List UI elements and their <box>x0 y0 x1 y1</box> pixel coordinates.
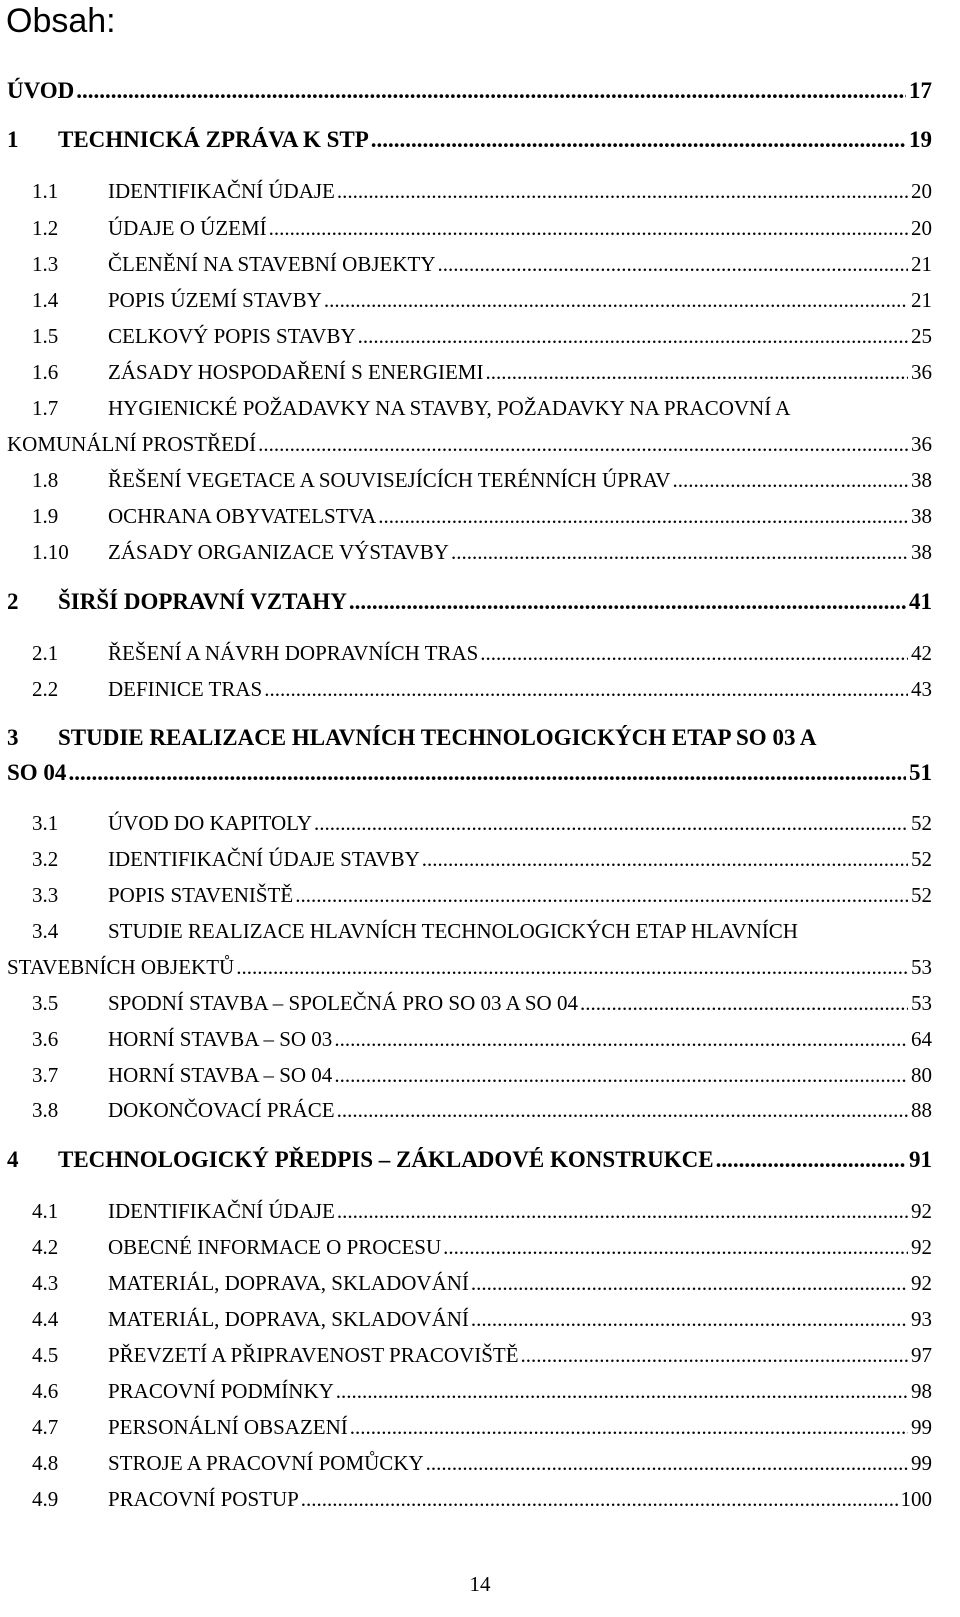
toc-number: 1.7 <box>32 396 59 420</box>
toc-number: 3.3 <box>32 883 59 907</box>
toc-number: 4.6 <box>32 1379 59 1403</box>
toc-number: 4.3 <box>32 1271 59 1295</box>
toc-leader-dots <box>301 1486 898 1512</box>
page-title: Obsah: <box>6 2 116 40</box>
toc-page: 51 <box>909 760 932 785</box>
toc-page: 99 <box>911 1451 932 1475</box>
toc-leader-dots <box>269 215 908 241</box>
toc-number: 1.3 <box>32 252 59 276</box>
toc-number: 1.1 <box>32 179 59 203</box>
toc-number: 3.8 <box>32 1098 59 1122</box>
toc-page: 99 <box>911 1415 932 1439</box>
toc-page: 64 <box>911 1027 932 1051</box>
toc-leader-dots <box>334 1062 908 1088</box>
toc-label: ČLENĚNÍ NA STAVEBNÍ OBJEKTY <box>108 252 436 276</box>
toc-label: IDENTIFIKAČNÍ ÚDAJE <box>108 1199 335 1223</box>
toc-leader-dots <box>236 954 908 980</box>
toc-page: 92 <box>911 1235 932 1259</box>
toc-label-continuation: STAVEBNÍCH OBJEKTŮ <box>7 955 235 979</box>
toc-leader-dots <box>521 1342 908 1368</box>
toc-page: 36 <box>911 360 932 384</box>
toc-number: 4.1 <box>32 1199 59 1223</box>
toc-page: 88 <box>911 1098 932 1122</box>
toc-label: HORNÍ STAVBA – SO 04 <box>108 1063 333 1087</box>
toc-number: 2.2 <box>32 677 59 701</box>
toc-page: 53 <box>911 955 932 979</box>
toc-page: 36 <box>911 432 932 456</box>
toc-label: ÚVOD DO KAPITOLY <box>108 811 313 835</box>
toc-label-continuation: SO 04 <box>7 760 67 785</box>
toc-page: 97 <box>911 1343 932 1367</box>
toc-label: MATERIÁL, DOPRAVA, SKLADOVÁNÍ <box>108 1271 469 1295</box>
toc-leader-dots <box>258 431 908 457</box>
toc-leader-dots <box>324 287 908 313</box>
toc-page: 38 <box>911 468 932 492</box>
toc-label: ZÁSADY HOSPODAŘENÍ S ENERGIEMI <box>108 360 484 384</box>
toc-label: HYGIENICKÉ POŽADAVKY NA STAVBY, POŽADAVKY NA PRACOVNÍ A <box>108 396 791 420</box>
toc-leader-dots <box>337 1198 908 1224</box>
toc-label: SPODNÍ STAVBA – SPOLEČNÁ PRO SO 03 A SO 04 <box>108 991 578 1015</box>
toc-leader-dots <box>378 503 908 529</box>
toc-leader-dots <box>337 1097 908 1123</box>
toc-page: 93 <box>911 1307 932 1331</box>
toc-label: STUDIE REALIZACE HLAVNÍCH TECHNOLOGICKÝCH ETAP HLAVNÍCH <box>108 919 798 943</box>
toc-leader-dots <box>471 1306 908 1332</box>
toc-number: 4.9 <box>32 1487 59 1511</box>
toc-leader-dots <box>76 78 906 104</box>
toc-label: MATERIÁL, DOPRAVA, SKLADOVÁNÍ <box>108 1307 469 1331</box>
toc-number: 1.5 <box>32 324 59 348</box>
toc-leader-dots <box>438 251 908 277</box>
toc-page: 92 <box>911 1271 932 1295</box>
toc-number: 3.4 <box>32 919 59 943</box>
toc-page: 53 <box>911 991 932 1015</box>
toc-page: 98 <box>911 1379 932 1403</box>
toc-page: 17 <box>909 78 932 103</box>
toc-leader-dots <box>68 760 906 786</box>
toc-label: ÚDAJE O ÚZEMÍ <box>108 216 267 240</box>
toc-page: 52 <box>911 847 932 871</box>
toc-number: 3.7 <box>32 1063 59 1087</box>
toc-number: 4.7 <box>32 1415 59 1439</box>
toc-number: 2.1 <box>32 641 59 665</box>
toc-label: TECHNOLOGICKÝ PŘEDPIS – ZÁKLADOVÉ KONSTRUKCE <box>58 1147 714 1172</box>
toc-label: HORNÍ STAVBA – SO 03 <box>108 1027 333 1051</box>
toc-label: ÚVOD <box>7 78 75 103</box>
toc-label: IDENTIFIKAČNÍ ÚDAJE <box>108 179 335 203</box>
toc-label-continuation: KOMUNÁLNÍ PROSTŘEDÍ <box>7 432 257 456</box>
toc-page: 19 <box>909 127 932 152</box>
toc-page: 41 <box>909 589 932 614</box>
toc-label: ŘEŠENÍ A NÁVRH DOPRAVNÍCH TRAS <box>108 641 479 665</box>
toc-label: ŘEŠENÍ VEGETACE A SOUVISEJÍCÍCH TERÉNNÍCH ÚPRAV <box>108 468 671 492</box>
toc-label: POPIS STAVENIŠTĚ <box>108 883 294 907</box>
toc-leader-dots <box>426 1450 908 1476</box>
toc-leader-dots <box>672 467 908 493</box>
toc-label: PERSONÁLNÍ OBSAZENÍ <box>108 1415 348 1439</box>
toc-leader-dots <box>264 676 908 702</box>
toc-number: 1.8 <box>32 468 59 492</box>
toc-number: 3.2 <box>32 847 59 871</box>
toc-number: 1.10 <box>32 540 69 564</box>
toc-number: 1.4 <box>32 288 59 312</box>
toc-label: DEFINICE TRAS <box>108 677 263 701</box>
toc-leader-dots <box>314 810 908 836</box>
toc-number: 3.6 <box>32 1027 59 1051</box>
toc-leader-dots <box>480 640 908 666</box>
toc-number: 4.2 <box>32 1235 59 1259</box>
toc-number: 2 <box>7 589 19 614</box>
toc-page: 52 <box>911 811 932 835</box>
toc-leader-dots <box>716 1147 906 1173</box>
toc-leader-dots <box>580 990 908 1016</box>
toc-label: TECHNICKÁ ZPRÁVA K STP <box>58 127 369 152</box>
toc-number: 1 <box>7 127 19 152</box>
toc-label: CELKOVÝ POPIS STAVBY <box>108 324 356 348</box>
toc-page: 21 <box>911 288 932 312</box>
toc-number: 4.5 <box>32 1343 59 1367</box>
toc-leader-dots <box>358 323 908 349</box>
toc-leader-dots <box>471 1270 908 1296</box>
toc-leader-dots <box>295 882 908 908</box>
toc-page: 52 <box>911 883 932 907</box>
toc-label: PRACOVNÍ POSTUP <box>108 1487 299 1511</box>
toc-leader-dots <box>422 846 908 872</box>
toc-number: 3 <box>7 725 19 750</box>
toc-label: PRACOVNÍ PODMÍNKY <box>108 1379 334 1403</box>
page-number: 14 <box>469 1572 491 1596</box>
toc-label: STUDIE REALIZACE HLAVNÍCH TECHNOLOGICKÝCH ETAP SO 03 A <box>58 725 817 750</box>
toc-number: 4.8 <box>32 1451 59 1475</box>
toc-page: 38 <box>911 504 932 528</box>
toc-page: 80 <box>911 1063 932 1087</box>
toc-leader-dots <box>350 1414 908 1440</box>
toc-label: IDENTIFIKAČNÍ ÚDAJE STAVBY <box>108 847 420 871</box>
toc-leader-dots <box>485 359 908 385</box>
toc-number: 3.5 <box>32 991 59 1015</box>
toc-leader-dots <box>337 178 908 204</box>
toc-label: DOKONČOVACÍ PRÁCE <box>108 1098 335 1122</box>
toc-leader-dots <box>371 127 906 153</box>
toc-page: 21 <box>911 252 932 276</box>
toc-number: 3.1 <box>32 811 59 835</box>
toc-label: POPIS ÚZEMÍ STAVBY <box>108 288 322 312</box>
toc-leader-dots <box>443 1234 908 1260</box>
toc-page: 92 <box>911 1199 932 1223</box>
toc-leader-dots <box>349 589 906 615</box>
toc-page: 20 <box>911 179 932 203</box>
toc-label: PŘEVZETÍ A PŘIPRAVENOST PRACOVIŠTĚ <box>108 1343 519 1367</box>
toc-number: 1.6 <box>32 360 59 384</box>
toc-label: ŠIRŠÍ DOPRAVNÍ VZTAHY <box>58 589 347 614</box>
toc-page: 20 <box>911 216 932 240</box>
toc-number: 4 <box>7 1147 19 1172</box>
toc-number: 1.9 <box>32 504 59 528</box>
toc-label: STROJE A PRACOVNÍ POMŮCKY <box>108 1451 424 1475</box>
toc-leader-dots <box>451 539 908 565</box>
toc-number: 4.4 <box>32 1307 59 1331</box>
toc-label: ZÁSADY ORGANIZACE VÝSTAVBY <box>108 540 449 564</box>
toc-page: 43 <box>911 677 932 701</box>
toc-label: OCHRANA OBYVATELSTVA <box>108 504 377 528</box>
toc-page: 91 <box>909 1147 932 1172</box>
toc-number: 1.2 <box>32 216 59 240</box>
toc-label: OBECNÉ INFORMACE O PROCESU <box>108 1235 442 1259</box>
toc-page: 42 <box>911 641 932 665</box>
toc-page: 25 <box>911 324 932 348</box>
toc-page: 38 <box>911 540 932 564</box>
toc-leader-dots <box>334 1026 908 1052</box>
toc-leader-dots <box>336 1378 908 1404</box>
toc-page: 100 <box>900 1487 932 1511</box>
